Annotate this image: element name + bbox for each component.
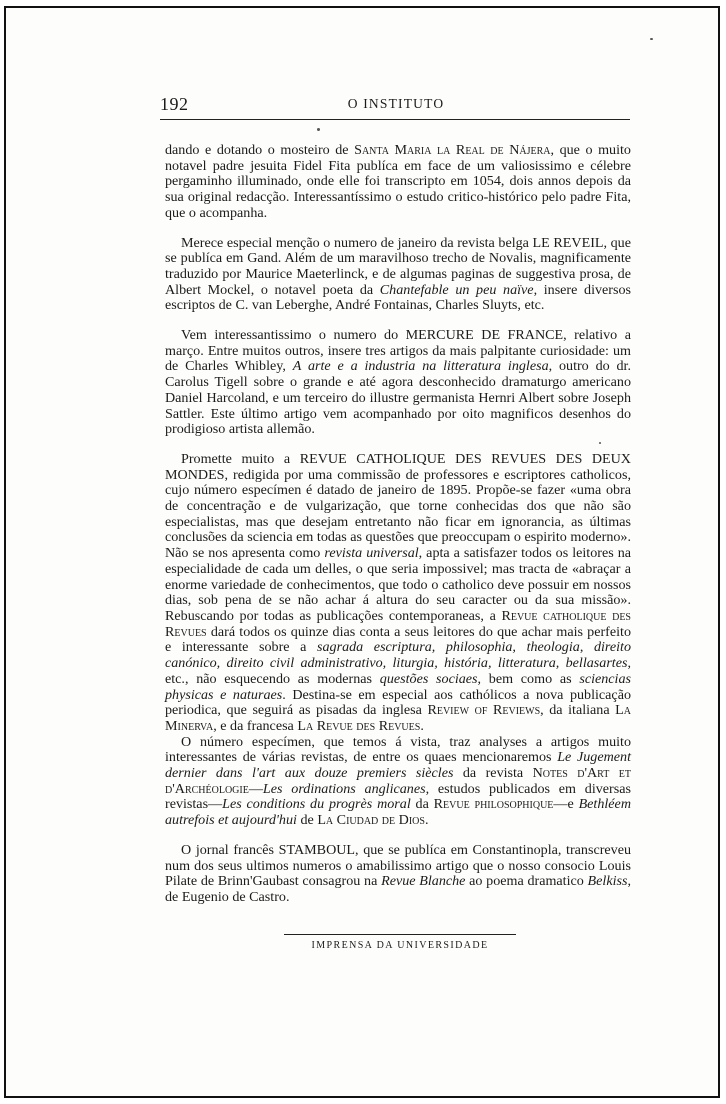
text-run: , outro do dr. Carolus Tigell sobre o grande e até agora desconhecido dramaturgo americano Daniel Harcoland, e um terceiro do illustre germanista Hernri Albert sobre Joseph Sattler. Este último artigo vem acompanhado por oito magnificos desenhos do prodigioso artista allemão. bbox=[165, 358, 631, 438]
header-rule bbox=[160, 119, 630, 120]
text-run: , estudos publicados em diversas revistas— bbox=[165, 780, 631, 813]
small-caps-name: Santa Maria la Real de Nájera bbox=[354, 142, 551, 158]
italic-title: Chantefable un peu naïve bbox=[379, 281, 534, 298]
text-run: , da italiana bbox=[540, 702, 616, 719]
scan-speck bbox=[650, 38, 653, 40]
small-caps-name: Revue catholique des Revues bbox=[165, 607, 631, 640]
text-run: . Destina-se em especial aos cathólicos a nova publicação periodica, que seguirá as pisadas da inglesa bbox=[165, 686, 631, 719]
small-caps-name: La Revue des Revues bbox=[297, 717, 421, 734]
text-run: O jornal francês STAMBOUL, que se publíca em Constantinopla, transcreveu num dos seus ultimos numeros o amabilissimo artigo que o nosso consocio Louis Pilate de Brinn'Gaubast consagrou na bbox=[165, 841, 631, 890]
text-run: . bbox=[420, 717, 424, 734]
italic-title: A arte e a industria na litteratura inglesa bbox=[292, 358, 549, 375]
small-caps-name: La Minerva bbox=[165, 702, 632, 734]
small-caps-name: Revue philosophique bbox=[433, 796, 554, 813]
text-run: de bbox=[296, 812, 318, 829]
italic-title: Le Jugement dernier dans l'art aux douze premiers siècles bbox=[165, 749, 631, 782]
text-run: , que o muito notavel padre jesuita Fidel Fita publíca em face de um valiosissimo e célebre pergaminho illuminado, onde elle foi transcripto em 1054, dois annos depois da sua original redacção. Interessantíssimo o estudo critico-histórico pelo padre Fita, que o acompanha. bbox=[165, 142, 631, 221]
text-run: , bem como as bbox=[477, 670, 580, 687]
small-caps-name: Notes d'Art et d'Archéologie bbox=[165, 765, 631, 797]
italic-title: Les ordinations anglicanes bbox=[262, 780, 426, 797]
italic-title: sagrada escriptura, philosophia, theologia bbox=[317, 639, 580, 656]
paragraph bbox=[165, 735, 631, 829]
text-run: , bbox=[579, 639, 594, 656]
text-run: , insere diversos escriptos de C. van Leberghe, André Fontainas, Charles Sluyts, etc. bbox=[165, 281, 631, 314]
text-run: , de Eugenio de Castro. bbox=[165, 873, 631, 905]
text-run: Vem interessantissimo o numero do MERCURE DE FRANCE, relativo a março. Entre muitos outros, insere tres artigos da mais palpitante curiosidade: um de Charles Whibley, bbox=[165, 327, 631, 375]
text-run: da bbox=[410, 796, 434, 813]
text-run: da revista bbox=[453, 765, 533, 782]
text-run: dando e dotando o mosteiro de bbox=[165, 142, 355, 158]
text-run: dará todos os quinze dias conta a seus leitores do que achar mais perfeito e interessante sobre a bbox=[165, 623, 631, 656]
italic-title: Revue Blanche bbox=[381, 873, 466, 890]
italic-title: direito canónico, direito civil administrativo, liturgia, história, litteratura, bellasartes bbox=[165, 639, 632, 672]
small-caps-name: La Ciudad de Dios bbox=[317, 812, 425, 829]
italic-title: sciencias physicas e naturaes bbox=[165, 670, 631, 703]
text-run: Promette muito a REVUE CATHOLIQUE DES REVUES DES DEUX MONDES, redigida por uma commissão de professores e escriptores catholicos, cujo número especímen é datado de janeiro de 1895. Propõe-se fazer «uma obra de concentração e de vulgarização, que torne conhecidas dos que não são especialistas, mas que desejam entretanto não ficar em ignorancia, as últimas conclusões da sciencia em todas as questões que preoccupam o espirito moderno». Não se nos apresenta como bbox=[165, 450, 631, 562]
italic-title: Belkiss bbox=[587, 873, 628, 890]
text-run: , apta a satisfazer todos os leitores na especialidade de cada um delles, o que seria impossivel; mas tracta de «abraçar a enorme variedade de conhecimentos, que todo o catholico deve possuir em nossos dias, sob pena de se não achar á altura do seu caracter ou da sua missão». Rebuscando por todas as publicações contemporaneas, a bbox=[165, 545, 632, 624]
italic-title: Les conditions du progrès moral bbox=[222, 796, 411, 813]
paragraph bbox=[165, 452, 631, 735]
text-run: , e da francesa bbox=[213, 717, 298, 734]
paragraph bbox=[165, 843, 631, 906]
italic-title: questões sociaes bbox=[379, 670, 478, 687]
italic-title: Bethléem autrefois et aujourd'hui bbox=[165, 796, 631, 829]
running-title: O INSTITUTO bbox=[347, 96, 445, 111]
running-header bbox=[160, 94, 632, 114]
small-caps-name: Review of Reviews bbox=[427, 702, 541, 719]
paragraph bbox=[165, 236, 631, 315]
text-run: . bbox=[424, 812, 429, 829]
article-body bbox=[165, 143, 631, 906]
paragraph bbox=[165, 143, 631, 222]
italic-title: revista universal bbox=[324, 545, 419, 562]
text-run: O número especímen, que temos á vista, traz analyses a artigos muito interessantes de várias revistas, de entre os quaes mencionaremos bbox=[165, 733, 631, 766]
text-run: —e bbox=[553, 796, 579, 813]
text-run: , etc., não esquecendo as modernas bbox=[165, 655, 631, 687]
text-run: — bbox=[248, 780, 263, 797]
paragraph bbox=[165, 328, 631, 438]
footer-rule bbox=[284, 934, 516, 935]
text-run: ao poema dramatico bbox=[465, 873, 588, 890]
scan-speck bbox=[317, 128, 320, 131]
printer-imprint: IMPRENSA DA UNIVERSIDADE bbox=[311, 940, 489, 951]
page-number: 192 bbox=[160, 94, 189, 114]
scan-speck bbox=[599, 442, 601, 444]
text-run: Merece especial menção o numero de janeiro da revista belga LE REVEIL, que se publíca em Gand. Além de um maravilhoso trecho de Novalis, magnificamente traduzido por Maurice Maeterlinck, e de algumas paginas de suggestiva prosa, de Albert Mockel, o notavel poeta da bbox=[165, 234, 631, 298]
